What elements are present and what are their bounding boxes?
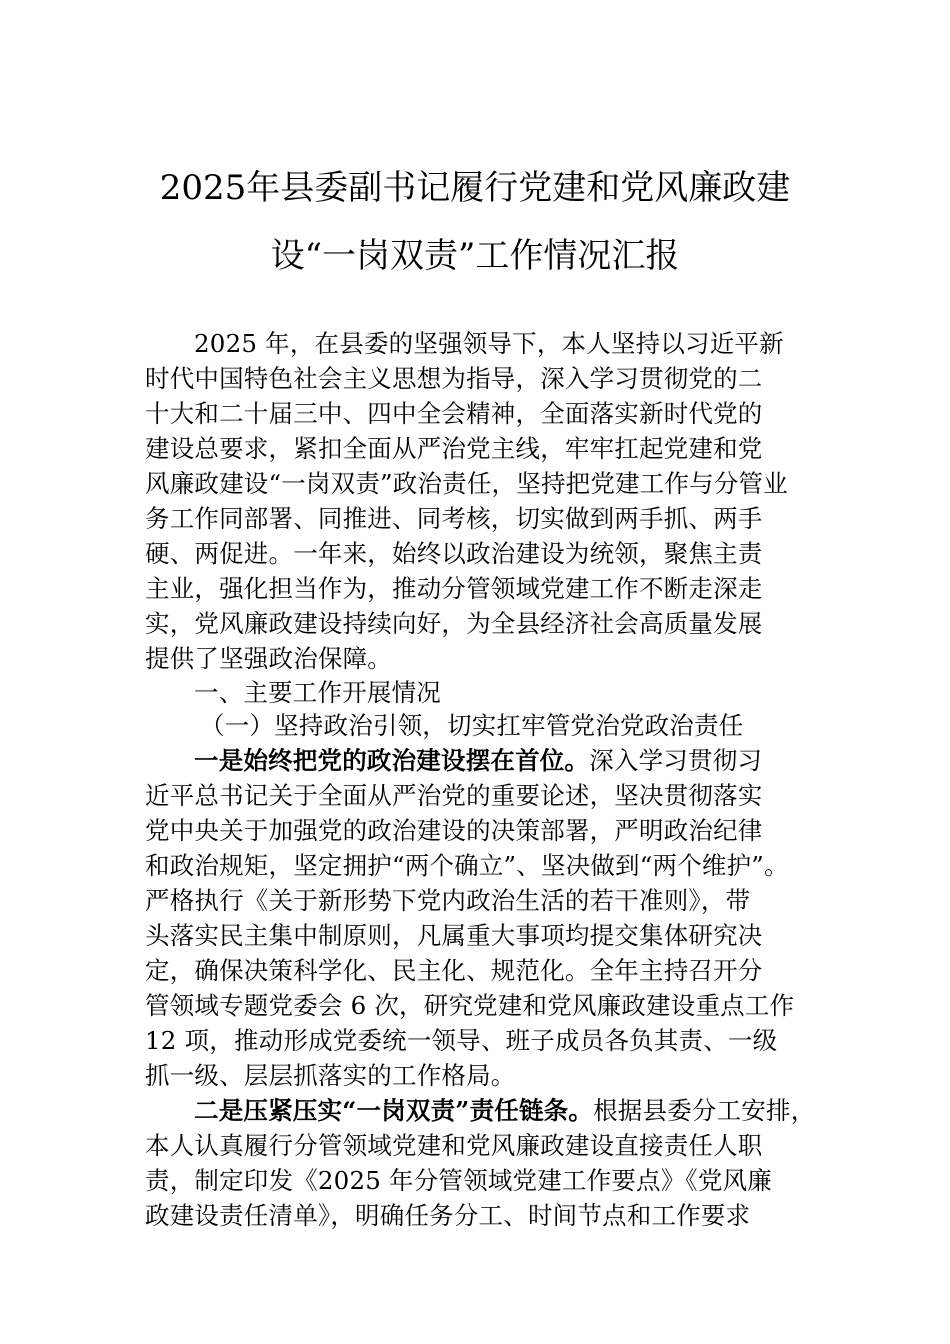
point-2-line: 责，制定印发《2025 年分管领域党建工作要点》《党风廉 xyxy=(145,1166,772,1195)
document-title-line-2: 设“一岗双责”工作情况汇报 xyxy=(270,236,680,276)
point-1-line: 定，确保决策科学化、民主化、规范化。全年主持召开分 xyxy=(145,956,763,985)
intro-line: 硬、两促进。一年来，始终以政治建设为统领，聚焦主责 xyxy=(145,539,763,568)
subsection-heading: （一）坚持政治引领，切实扛牢管党治党政治责任 xyxy=(200,711,744,740)
point-1-line: 抓一级、层层抓落实的工作格局。 xyxy=(145,1061,516,1090)
point-1-lead-rest: 深入学习贯彻习 xyxy=(589,746,763,775)
intro-line: 建设总要求，紧扣全面从严治党主线，牢牢扛起党建和党 xyxy=(145,434,763,463)
intro-line: 务工作同部署、同推进、同考核，切实做到两手抓、两手 xyxy=(145,504,763,533)
intro-line: 风廉政建设“一岗双责”政治责任，坚持把党建工作与分管业 xyxy=(145,469,788,498)
point-1-first-line xyxy=(194,745,762,777)
point-2-line: 政建设责任清单》，明确任务分工、时间节点和工作要求 xyxy=(145,1201,751,1230)
point-1-line: 12 项，推动形成党委统一领导、班子成员各负其责、一级 xyxy=(145,1026,778,1055)
point-2-lead-rest: 根据县委分工安排， xyxy=(593,1096,816,1125)
point-1-line: 近平总书记关于全面从严治党的重要论述，坚决贯彻落实 xyxy=(145,781,763,810)
point-1-line: 严格执行《关于新形势下党内政治生活的若干准则》，带 xyxy=(145,886,751,915)
point-2-bold-lead: 二是压紧压实“一岗双责”责任链条。 xyxy=(194,1096,594,1125)
intro-line: 提供了坚强政治保障。 xyxy=(145,644,392,673)
section-heading: 一、主要工作开展情况 xyxy=(194,678,441,707)
intro-line: 2025 年，在县委的坚强领导下，本人坚持以习近平新 xyxy=(194,329,784,358)
point-1-bold-lead: 一是始终把党的政治建设摆在首位。 xyxy=(194,746,590,775)
point-1-line: 管领域专题党委会 6 次，研究党建和党风廉政建设重点工作 xyxy=(145,991,795,1020)
intro-line: 时代中国特色社会主义思想为指导，深入学习贯彻党的二 xyxy=(145,364,763,393)
point-1-line: 党中央关于加强党的政治建设的决策部署，严明政治纪律 xyxy=(145,816,763,845)
point-2-line: 本人认真履行分管领域党建和党风廉政建设直接责任人职 xyxy=(145,1131,763,1160)
point-1-line: 和政治规矩，坚定拥护“两个确立”、坚决做到“两个维护”。 xyxy=(145,851,789,880)
intro-line: 主业，强化担当作为，推动分管领域党建工作不断走深走 xyxy=(145,574,763,603)
point-2-first-line xyxy=(194,1095,815,1127)
document-title-line-1: 2025年县委副书记履行党建和党风廉政建 xyxy=(159,168,791,208)
intro-line: 十大和二十届三中、四中全会精神，全面落实新时代党的 xyxy=(145,399,763,428)
intro-line: 实，党风廉政建设持续向好，为全县经济社会高质量发展 xyxy=(145,609,763,638)
point-1-line: 头落实民主集中制原则，凡属重大事项均提交集体研究决 xyxy=(145,921,763,950)
